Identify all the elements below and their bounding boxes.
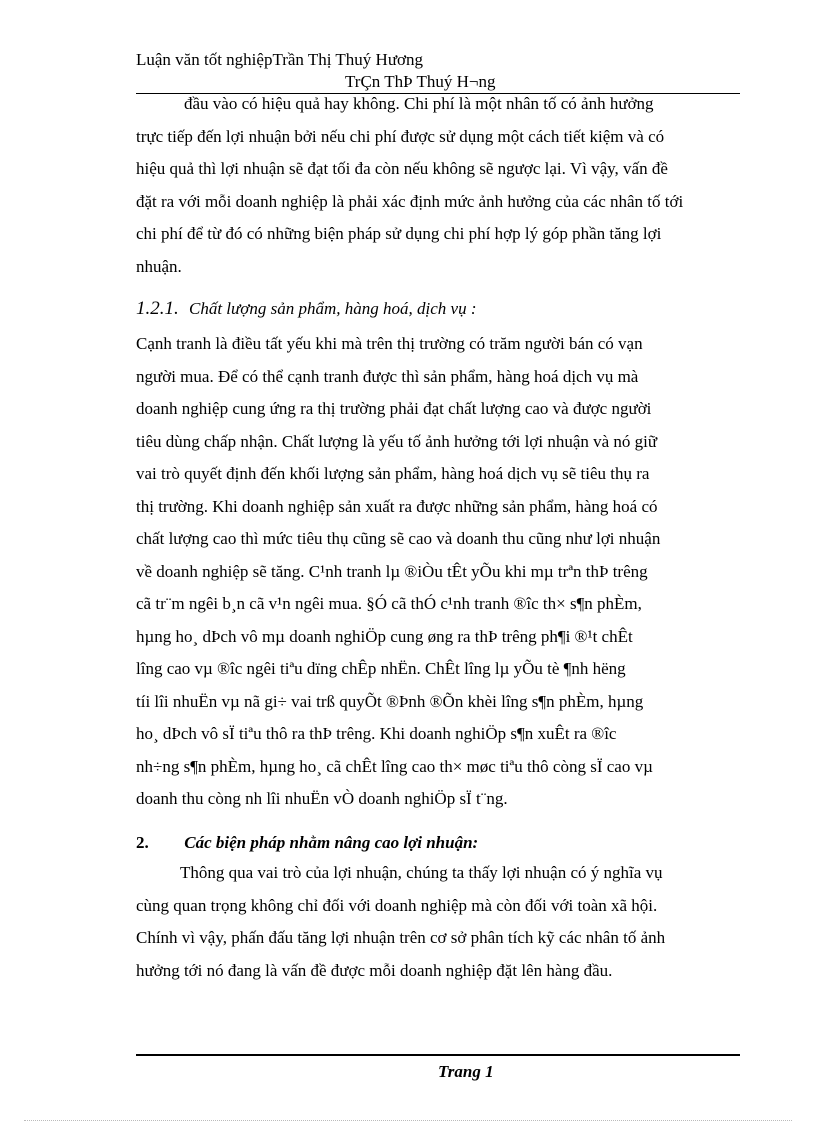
paragraph-3 bbox=[136, 857, 740, 987]
paragraph-2 bbox=[136, 328, 740, 816]
paragraph-line: chất lượng cao thì mức tiêu thụ cũng sẽ cao và doanh thu cũng như lợi nhuận bbox=[136, 529, 661, 548]
section-heading-1-2-1 bbox=[136, 298, 477, 320]
paragraph-line: hưởng tới nó đang là vấn đề được mỗi doanh nghiệp đặt lên hàng đầu. bbox=[136, 960, 613, 980]
paragraph-line: doanh nghiệp cung ứng ra thị trường phải đạt chất lượng cao và được người bbox=[136, 399, 652, 418]
paragraph-line: Chính vì vậy, phấn đấu tăng lợi nhuận trên cơ sở phân tích kỹ các nhân tố ảnh bbox=[136, 928, 666, 947]
paragraph-line: cùng quan trọng không chỉ đối với doanh nghiệp mà còn đối với toàn xã hội. bbox=[136, 895, 658, 915]
section-number: 2. bbox=[136, 833, 149, 852]
paragraph-line: tiêu dùng chấp nhận. Chất lượng là yếu tố ảnh hưởng tới lợi nhuận và nó giữ bbox=[136, 431, 658, 451]
page-edge-divider bbox=[24, 1120, 792, 1121]
page-number-footer: Trang 1 bbox=[438, 1062, 494, 1081]
paragraph-line: vai trò quyết định đến khối lượng sản phẩm, hàng hoá dịch vụ sẽ tiêu thụ ra bbox=[136, 464, 650, 483]
paragraph-line: hµng ho¸ dÞch vô mµ doanh nghiÖp cung øng ra thÞ trêng ph¶i ®¹t chÊt bbox=[136, 626, 633, 646]
paragraph-line: ho¸ dÞch vô sÏ tiªu thô ra thÞ trêng. Khi doanh nghiÖp s¶n xuÊt ra ®îc bbox=[136, 724, 617, 743]
footer-rule bbox=[136, 1054, 740, 1056]
paragraph-line: người mua. Để có thể cạnh tranh được thì sản phẩm, hàng hoá dịch vụ mà bbox=[136, 366, 639, 386]
paragraph-line: đầu vào có hiệu quả hay không. Chi phí là một nhân tố có ảnh hưởng bbox=[184, 94, 654, 113]
paragraph-line: đặt ra với mỗi doanh nghiệp là phải xác định mức ảnh hưởng của các nhân tố tới bbox=[136, 191, 684, 211]
paragraph-line: về doanh nghiệp sẽ tăng. C¹nh tranh lµ ®iÒu tÊt yÕu khi mµ trªn thÞ trêng bbox=[136, 561, 648, 581]
paragraph-line: hiệu quả thì lợi nhuận sẽ đạt tối đa còn nếu không sẽ ngược lại. Vì vậy, vấn đề bbox=[136, 159, 668, 178]
section-number: 1.2.1. bbox=[136, 298, 179, 319]
paragraph-line: trực tiếp đến lợi nhuận bởi nếu chi phí được sử dụng một cách tiết kiệm và có bbox=[136, 126, 665, 146]
header-title-line1: Luận văn tốt nghiệpTrần Thị Thuý Hương bbox=[136, 50, 424, 69]
paragraph-line: nhuận. bbox=[136, 256, 182, 276]
section-title: Các biện pháp nhằm nâng cao lợi nhuận: bbox=[184, 833, 479, 852]
header-title-line2: TrÇn ThÞ Thuý H¬ng bbox=[345, 72, 496, 91]
paragraph-1 bbox=[136, 88, 740, 283]
paragraph-line: thị trường. Khi doanh nghiệp sản xuất ra được những sản phẩm, hàng hoá có bbox=[136, 496, 658, 516]
paragraph-line: nh÷ng s¶n phÈm, hµng ho¸ cã chÊt lîng cao th× møc tiªu thô còng sÏ cao vµ bbox=[136, 756, 653, 776]
paragraph-line: lîng cao vµ ®îc ngêi tiªu dïng chÊp nhËn. ChÊt lîng lµ yÕu tè ¶nh hëng bbox=[136, 659, 626, 678]
section-title: Chất lượng sản phẩm, hàng hoá, dịch vụ : bbox=[189, 299, 477, 318]
paragraph-line: tíi lîi nhuËn vµ nã gi÷ vai trß quyÕt ®Þnh ®Õn khèi lîng s¶n phÈm, hµng bbox=[136, 691, 644, 711]
paragraph-line: Cạnh tranh là điều tất yếu khi mà trên thị trường có trăm người bán có vạn bbox=[136, 334, 643, 353]
paragraph-line: doanh thu còng nh lîi nhuËn vÒ doanh nghiÖp sÏ t¨ng. bbox=[136, 789, 508, 808]
paragraph-line: chi phí để từ đó có những biện pháp sử dụng chi phí hợp lý góp phần tăng lợi bbox=[136, 224, 662, 243]
paragraph-line: Thông qua vai trò của lợi nhuận, chúng ta thấy lợi nhuận có ý nghĩa vụ bbox=[180, 863, 663, 882]
paragraph-line: cã tr¨m ngêi b¸n cã v¹n ngêi mua. §Ó cã thÓ c¹nh tranh ®îc th× s¶n phÈm, bbox=[136, 594, 642, 613]
section-heading-2 bbox=[136, 833, 478, 853]
